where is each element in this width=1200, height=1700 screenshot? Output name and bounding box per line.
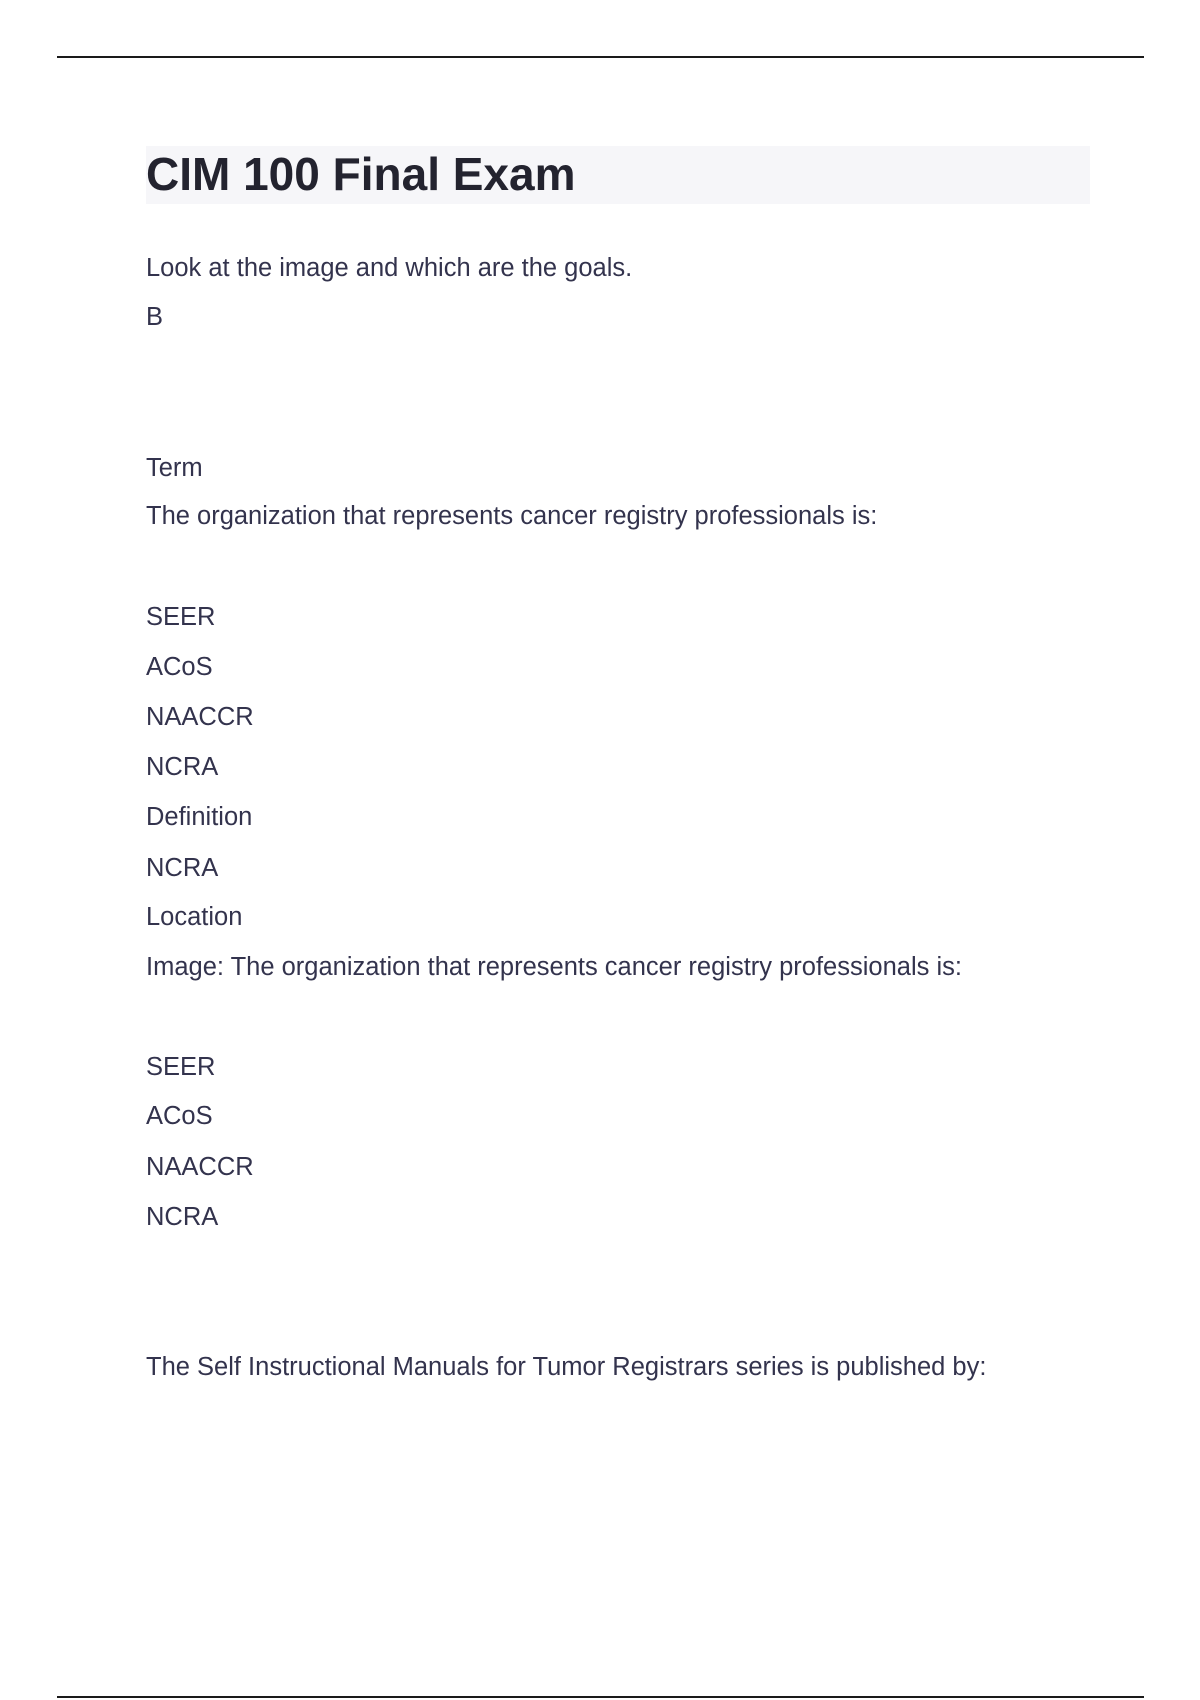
image-caption: Image: The organization that represents cancer registry professionals is: bbox=[146, 953, 962, 981]
option-text: NCRA bbox=[146, 1203, 219, 1231]
option-text: NCRA bbox=[146, 753, 219, 781]
top-rule bbox=[57, 56, 1144, 58]
option-text: NAACCR bbox=[146, 1153, 254, 1181]
page-title: CIM 100 Final Exam bbox=[146, 148, 576, 200]
option-text: ACoS bbox=[146, 1102, 213, 1130]
option-text: SEER bbox=[146, 1053, 216, 1081]
answer-text: NCRA bbox=[146, 854, 219, 882]
answer-text: B bbox=[146, 303, 164, 331]
location-label: Location bbox=[146, 903, 243, 931]
term-label: Term bbox=[146, 454, 203, 482]
bottom-rule bbox=[57, 1696, 1144, 1698]
question-text: The Self Instructional Manuals for Tumor Registrars series is published by: bbox=[146, 1353, 987, 1381]
option-text: ACoS bbox=[146, 653, 213, 681]
definition-label: Definition bbox=[146, 803, 253, 831]
question-text: Look at the image and which are the goals. bbox=[146, 254, 633, 282]
option-text: NAACCR bbox=[146, 703, 254, 731]
question-text: The organization that represents cancer registry professionals is: bbox=[146, 502, 878, 530]
option-text: SEER bbox=[146, 603, 216, 631]
